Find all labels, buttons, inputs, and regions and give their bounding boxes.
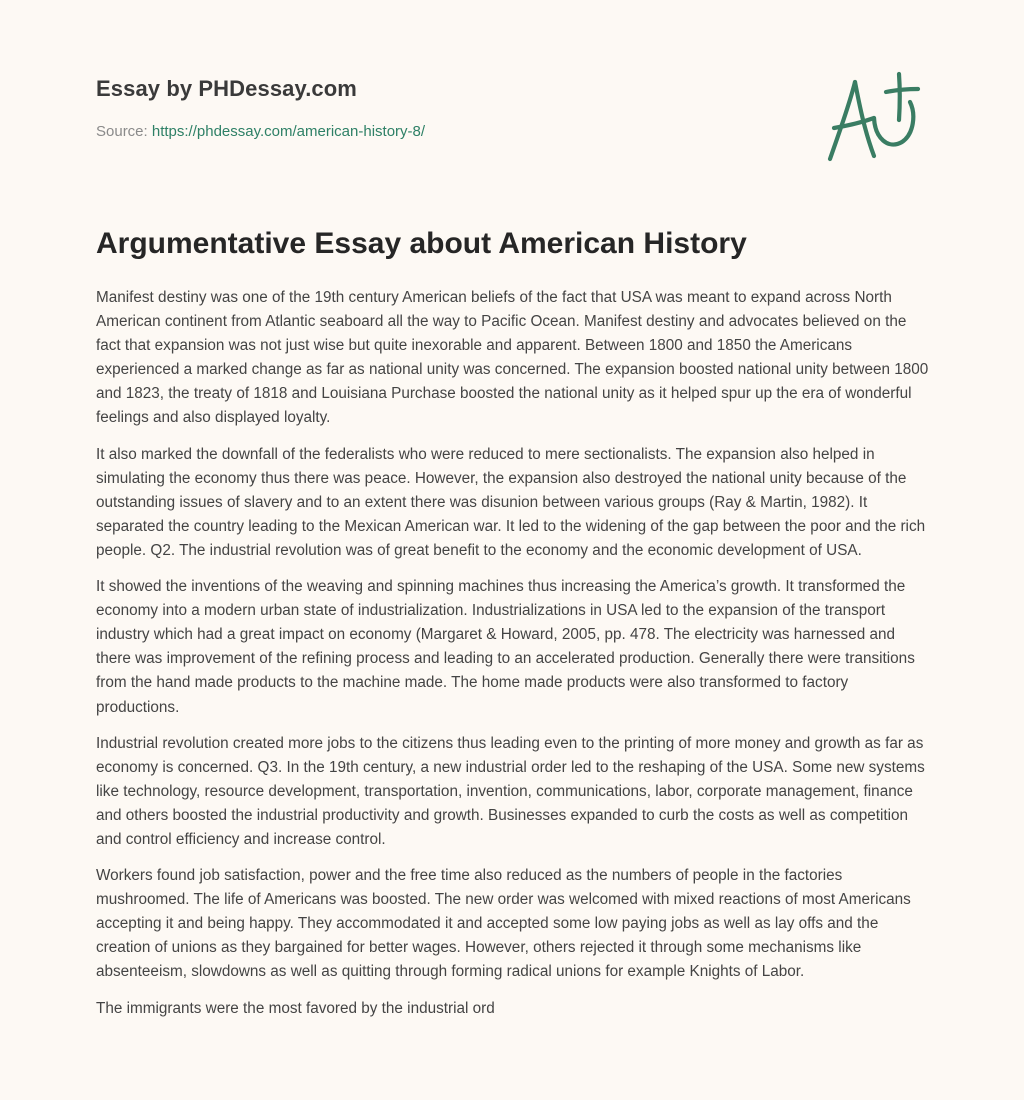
site-title: Essay by PHDessay.com bbox=[96, 76, 357, 101]
essay-paragraph: Workers found job satisfaction, power and the free time also reduced as the numbers of people in the factories mushroomed. The life of Americans was boosted. The new order was welcomed with mixed reactions of most Americans accepting it and being happy. They accommodated it and accepted some low paying jobs as well as lay offs and the creation of unions as they bargained for better wages. However, others rejected it through some mechanisms like absenteeism, slowdowns as well as quitting through forming radical unions for example Knights of Labor. bbox=[96, 867, 911, 981]
essay-paragraph: It also marked the downfall of the federalists who were reduced to mere sectionalists. The expansion also helped in simulating the economy thus there was peace. However, the expansion also destroyed the national unity because of the outstanding issues of slavery and to an extent there was disunion between various groups (Ray & Martin, 1982). It separated the country leading to the Mexican American war. It led to the widening of the gap between the poor and the rich people. Q2. The industrial revolution was of great benefit to the economy and the economic development of USA. bbox=[96, 445, 926, 559]
essay-paragraph: Manifest destiny was one of the 19th century American beliefs of the fact that USA was meant to expand across North American continent from Atlantic seaboard all the way to Pacific Ocean. Manifest destiny and advocates believed on the fact that expansion was not just wise but quite inexorable and apparent. Between 1800 and 1850 the Americans experienced a marked change as far as national unity was concerned. The expansion boosted national unity between 1800 and 1823, the treaty of 1818 and Louisiana Purchase boosted the national unity as it helped spur up the era of wonderful feelings and also displayed loyalty. bbox=[96, 289, 929, 427]
source-label: Source: bbox=[96, 123, 152, 140]
essay-paragraph: Industrial revolution created more jobs to the citizens thus leading even to the printing of more money and growth as far as economy is concerned. Q3. In the 19th century, a new industrial order led to the reshaping of the USA. Some new systems like technology, resource development, transportation, invention, communications, labor, corporate management, finance and others boosted the industrial productivity and growth. Businesses expanded to curb the costs as well as competition and control efficiency and increase control. bbox=[96, 734, 925, 848]
source-line bbox=[96, 123, 425, 140]
a-plus-logo-icon bbox=[820, 68, 928, 166]
essay-body bbox=[96, 286, 931, 1033]
essay-paragraph: It showed the inventions of the weaving and spinning machines thus increasing the America’s growth. It transformed the economy into a modern urban state of industrialization. Industrializations in USA led to the expansion of the transport industry which had a great impact on economy (Margaret & Howard, 2005, pp. 478. The electricity was harnessed and there was improvement of the refining process and leading to an accelerated production. Generally there were transitions from the hand made products to the machine made. The home made products were also transformed to factory productions. bbox=[96, 578, 915, 716]
essay-paragraph: The immigrants were the most favored by the industrial ord bbox=[96, 999, 495, 1017]
source-link[interactable]: https://phdessay.com/american-history-8/ bbox=[151, 123, 426, 140]
essay-title: Argumentative Essay about American History bbox=[96, 227, 747, 260]
